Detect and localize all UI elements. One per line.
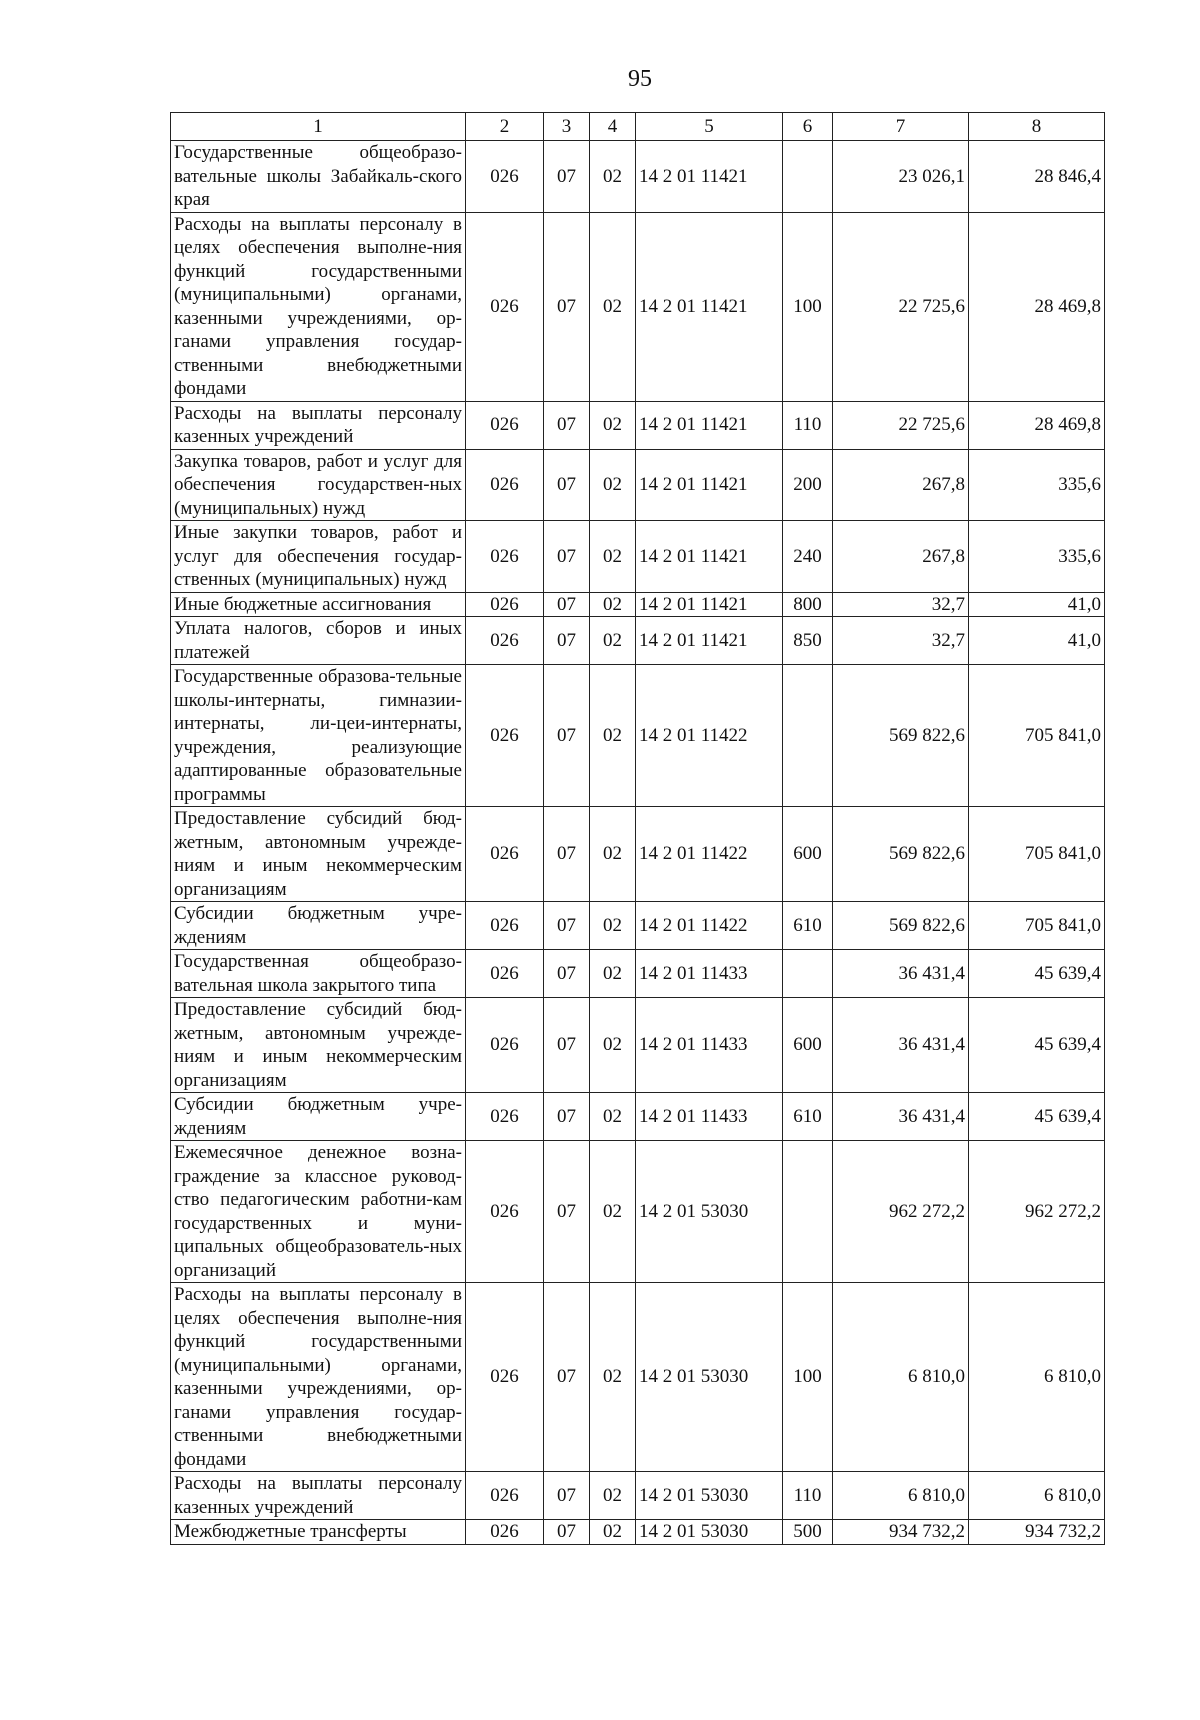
subsection-code-cell: 02 xyxy=(590,998,636,1093)
table-row xyxy=(171,902,1105,950)
amount-cell: 45 639,4 xyxy=(969,950,1105,998)
expense-type-cell xyxy=(783,1141,833,1283)
amount-cell: 267,8 xyxy=(833,521,969,593)
section-code-cell: 07 xyxy=(544,902,590,950)
row-name-cell: Субсидии бюджетным учре-ждениям xyxy=(171,902,466,950)
amount-cell: 36 431,4 xyxy=(833,950,969,998)
amount-cell: 335,6 xyxy=(969,449,1105,521)
amount-cell: 335,6 xyxy=(969,521,1105,593)
admin-code-cell: 026 xyxy=(466,592,544,617)
target-item-cell: 14 2 01 11421 xyxy=(636,212,783,401)
table-body xyxy=(171,141,1105,1545)
expense-type-cell xyxy=(783,141,833,213)
target-item-cell: 14 2 01 11421 xyxy=(636,592,783,617)
table-row xyxy=(171,1520,1105,1545)
target-item-cell: 14 2 01 11421 xyxy=(636,449,783,521)
subsection-code-cell: 02 xyxy=(590,1472,636,1520)
row-name-cell: Ежемесячное денежное возна-граждение за классное руковод-ство педагогическим работни-кам государственных и муни-ципальных общеобразователь-ных организаций xyxy=(171,1141,466,1283)
amount-cell: 22 725,6 xyxy=(833,212,969,401)
row-name-cell: Субсидии бюджетным учре-ждениям xyxy=(171,1093,466,1141)
admin-code-cell: 026 xyxy=(466,998,544,1093)
expense-type-cell: 240 xyxy=(783,521,833,593)
row-name-cell: Иные закупки товаров, работ и услуг для обеспечения государ-ственных (муниципальных) нужд xyxy=(171,521,466,593)
amount-cell: 705 841,0 xyxy=(969,665,1105,807)
section-code-cell: 07 xyxy=(544,665,590,807)
expense-type-cell: 610 xyxy=(783,902,833,950)
table-row xyxy=(171,521,1105,593)
row-name-cell: Уплата налогов, сборов и иных платежей xyxy=(171,617,466,665)
expense-type-cell: 200 xyxy=(783,449,833,521)
row-name-cell: Государственные образова-тельные школы-интернаты, гимназии-интернаты, ли-цеи-интернаты, учреждения, реализующие адаптированные образовательные программы xyxy=(171,665,466,807)
row-name-cell: Предоставление субсидий бюд-жетным, автономным учрежде-ниям и иным некоммерческим организациям xyxy=(171,807,466,902)
section-code-cell: 07 xyxy=(544,592,590,617)
row-name-cell: Государственная общеобразо-вательная школа закрытого типа xyxy=(171,950,466,998)
expense-type-cell xyxy=(783,950,833,998)
column-header: 5 xyxy=(636,113,783,141)
target-item-cell: 14 2 01 11421 xyxy=(636,521,783,593)
amount-cell: 6 810,0 xyxy=(833,1283,969,1472)
admin-code-cell: 026 xyxy=(466,902,544,950)
amount-cell: 705 841,0 xyxy=(969,807,1105,902)
target-item-cell: 14 2 01 11433 xyxy=(636,998,783,1093)
section-code-cell: 07 xyxy=(544,617,590,665)
section-code-cell: 07 xyxy=(544,950,590,998)
section-code-cell: 07 xyxy=(544,1093,590,1141)
subsection-code-cell: 02 xyxy=(590,950,636,998)
subsection-code-cell: 02 xyxy=(590,592,636,617)
table-row xyxy=(171,592,1105,617)
row-name-cell: Межбюджетные трансферты xyxy=(171,1520,466,1545)
row-name-cell: Расходы на выплаты персоналу казенных учреждений xyxy=(171,401,466,449)
section-code-cell: 07 xyxy=(544,401,590,449)
column-header: 8 xyxy=(969,113,1105,141)
amount-cell: 41,0 xyxy=(969,592,1105,617)
column-header: 2 xyxy=(466,113,544,141)
section-code-cell: 07 xyxy=(544,449,590,521)
row-name-cell: Государственные общеобразо-вательные школы Забайкаль-ского края xyxy=(171,141,466,213)
admin-code-cell: 026 xyxy=(466,665,544,807)
amount-cell: 934 732,2 xyxy=(969,1520,1105,1545)
amount-cell: 962 272,2 xyxy=(969,1141,1105,1283)
target-item-cell: 14 2 01 11433 xyxy=(636,1093,783,1141)
row-name-cell: Закупка товаров, работ и услуг для обеспечения государствен-ных (муниципальных) нужд xyxy=(171,449,466,521)
admin-code-cell: 026 xyxy=(466,807,544,902)
expense-type-cell: 100 xyxy=(783,212,833,401)
table-row xyxy=(171,1093,1105,1141)
amount-cell: 267,8 xyxy=(833,449,969,521)
subsection-code-cell: 02 xyxy=(590,1093,636,1141)
amount-cell: 45 639,4 xyxy=(969,998,1105,1093)
subsection-code-cell: 02 xyxy=(590,1520,636,1545)
amount-cell: 28 846,4 xyxy=(969,141,1105,213)
admin-code-cell: 026 xyxy=(466,449,544,521)
table-row xyxy=(171,449,1105,521)
section-code-cell: 07 xyxy=(544,1472,590,1520)
row-name-cell: Расходы на выплаты персоналу казенных учреждений xyxy=(171,1472,466,1520)
table-row xyxy=(171,212,1105,401)
amount-cell: 569 822,6 xyxy=(833,665,969,807)
admin-code-cell: 026 xyxy=(466,521,544,593)
subsection-code-cell: 02 xyxy=(590,617,636,665)
amount-cell: 6 810,0 xyxy=(969,1472,1105,1520)
target-item-cell: 14 2 01 53030 xyxy=(636,1520,783,1545)
subsection-code-cell: 02 xyxy=(590,449,636,521)
admin-code-cell: 026 xyxy=(466,1472,544,1520)
table-row xyxy=(171,1472,1105,1520)
column-header: 1 xyxy=(171,113,466,141)
subsection-code-cell: 02 xyxy=(590,1141,636,1283)
admin-code-cell: 026 xyxy=(466,401,544,449)
expense-type-cell: 100 xyxy=(783,1283,833,1472)
column-header: 4 xyxy=(590,113,636,141)
admin-code-cell: 026 xyxy=(466,1093,544,1141)
admin-code-cell: 026 xyxy=(466,617,544,665)
subsection-code-cell: 02 xyxy=(590,212,636,401)
subsection-code-cell: 02 xyxy=(590,521,636,593)
page-number: 95 xyxy=(628,66,652,92)
table-row xyxy=(171,950,1105,998)
admin-code-cell: 026 xyxy=(466,1283,544,1472)
table-row xyxy=(171,401,1105,449)
amount-cell: 569 822,6 xyxy=(833,807,969,902)
row-name-cell: Предоставление субсидий бюд-жетным, автономным учрежде-ниям и иным некоммерческим организациям xyxy=(171,998,466,1093)
subsection-code-cell: 02 xyxy=(590,401,636,449)
table-row xyxy=(171,998,1105,1093)
section-code-cell: 07 xyxy=(544,141,590,213)
target-item-cell: 14 2 01 11421 xyxy=(636,617,783,665)
section-code-cell: 07 xyxy=(544,1283,590,1472)
amount-cell: 22 725,6 xyxy=(833,401,969,449)
row-name-cell: Иные бюджетные ассигнования xyxy=(171,592,466,617)
column-header: 3 xyxy=(544,113,590,141)
section-code-cell: 07 xyxy=(544,521,590,593)
section-code-cell: 07 xyxy=(544,1141,590,1283)
row-name-cell: Расходы на выплаты персоналу в целях обеспечения выполне-ния функций государственными (муниципальными) органами, казенными учреждениями, ор-ганами управления государ-ственными внебюджетными фондами xyxy=(171,212,466,401)
subsection-code-cell: 02 xyxy=(590,665,636,807)
expense-type-cell xyxy=(783,665,833,807)
amount-cell: 32,7 xyxy=(833,592,969,617)
section-code-cell: 07 xyxy=(544,1520,590,1545)
table-row xyxy=(171,807,1105,902)
admin-code-cell: 026 xyxy=(466,1141,544,1283)
amount-cell: 569 822,6 xyxy=(833,902,969,950)
target-item-cell: 14 2 01 11421 xyxy=(636,401,783,449)
admin-code-cell: 026 xyxy=(466,1520,544,1545)
column-header: 7 xyxy=(833,113,969,141)
header-row xyxy=(171,113,1105,141)
target-item-cell: 14 2 01 11422 xyxy=(636,807,783,902)
target-item-cell: 14 2 01 11422 xyxy=(636,902,783,950)
amount-cell: 28 469,8 xyxy=(969,401,1105,449)
table-row xyxy=(171,1283,1105,1472)
amount-cell: 45 639,4 xyxy=(969,1093,1105,1141)
amount-cell: 23 026,1 xyxy=(833,141,969,213)
expense-type-cell: 110 xyxy=(783,401,833,449)
admin-code-cell: 026 xyxy=(466,141,544,213)
admin-code-cell: 026 xyxy=(466,212,544,401)
target-item-cell: 14 2 01 53030 xyxy=(636,1283,783,1472)
table-row xyxy=(171,665,1105,807)
amount-cell: 934 732,2 xyxy=(833,1520,969,1545)
subsection-code-cell: 02 xyxy=(590,902,636,950)
amount-cell: 32,7 xyxy=(833,617,969,665)
amount-cell: 6 810,0 xyxy=(969,1283,1105,1472)
column-header: 6 xyxy=(783,113,833,141)
expense-type-cell: 600 xyxy=(783,998,833,1093)
section-code-cell: 07 xyxy=(544,998,590,1093)
expense-type-cell: 800 xyxy=(783,592,833,617)
amount-cell: 36 431,4 xyxy=(833,1093,969,1141)
subsection-code-cell: 02 xyxy=(590,141,636,213)
target-item-cell: 14 2 01 53030 xyxy=(636,1141,783,1283)
target-item-cell: 14 2 01 11421 xyxy=(636,141,783,213)
budget-table xyxy=(170,112,1105,1545)
amount-cell: 6 810,0 xyxy=(833,1472,969,1520)
expense-type-cell: 500 xyxy=(783,1520,833,1545)
row-name-cell: Расходы на выплаты персоналу в целях обеспечения выполне-ния функций государственными (муниципальными) органами, казенными учреждениями, ор-ганами управления государ-ственными внебюджетными фондами xyxy=(171,1283,466,1472)
expense-type-cell: 850 xyxy=(783,617,833,665)
expense-type-cell: 600 xyxy=(783,807,833,902)
subsection-code-cell: 02 xyxy=(590,1283,636,1472)
section-code-cell: 07 xyxy=(544,212,590,401)
section-code-cell: 07 xyxy=(544,807,590,902)
target-item-cell: 14 2 01 11422 xyxy=(636,665,783,807)
table-row xyxy=(171,617,1105,665)
table-row xyxy=(171,141,1105,213)
expense-type-cell: 610 xyxy=(783,1093,833,1141)
admin-code-cell: 026 xyxy=(466,950,544,998)
amount-cell: 28 469,8 xyxy=(969,212,1105,401)
amount-cell: 705 841,0 xyxy=(969,902,1105,950)
table-row xyxy=(171,1141,1105,1283)
amount-cell: 36 431,4 xyxy=(833,998,969,1093)
expense-type-cell: 110 xyxy=(783,1472,833,1520)
amount-cell: 41,0 xyxy=(969,617,1105,665)
target-item-cell: 14 2 01 53030 xyxy=(636,1472,783,1520)
target-item-cell: 14 2 01 11433 xyxy=(636,950,783,998)
subsection-code-cell: 02 xyxy=(590,807,636,902)
amount-cell: 962 272,2 xyxy=(833,1141,969,1283)
